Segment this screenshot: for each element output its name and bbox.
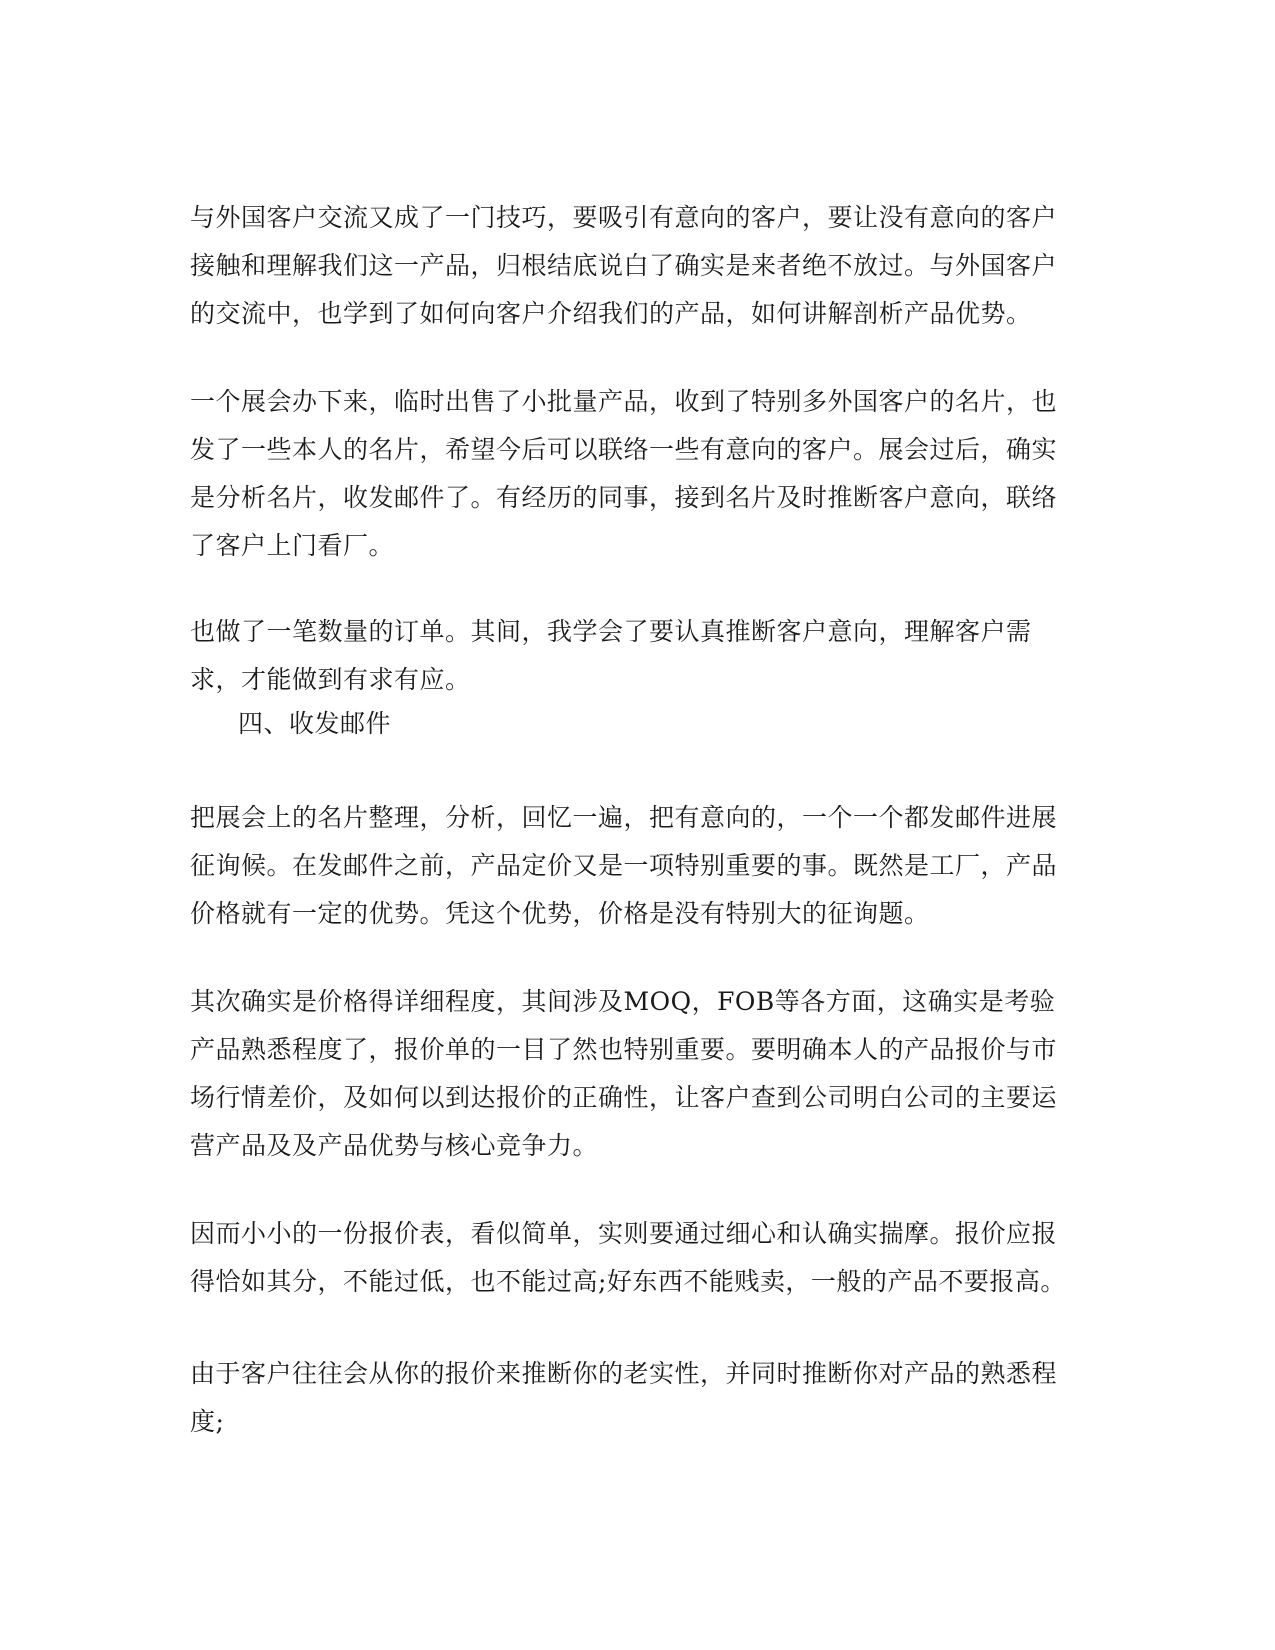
section-heading-email: 四、收发邮件 — [238, 709, 392, 738]
paragraph-foreign-customer-communication: 与外国客户交流又成了一门技巧，要吸引有意向的客户，要让没有意向的客户接触和理解我们这一产品，归根结底说白了确实是来者绝不放过。与外国客户的交流中，也学到了如何向客户介绍我们的产品，如何讲解剖析产品优势。 — [190, 203, 1058, 328]
paragraph-pricing-detail: 其次确实是价格得详细程度，其间涉及MOQ，FOB等各方面，这确实是考验产品熟悉程度了，报价单的一目了然也特别重要。要明确本人的产品报价与市场行情差价，及如何以到达报价的正确性，让客户查到公司明白公司的主要运营产品及及产品优势与核心竞争力。 — [190, 987, 1058, 1160]
paragraph-quotation-sheet: 因而小小的一份报价表，看似简单，实则要通过细心和认确实揣摩。报价应报得恰如其分，不能过低，也不能过高;好东西不能贱卖，一般的产品不要报高。 — [190, 1219, 1066, 1296]
paragraph-business-cards: 把展会上的名片整理，分析，回忆一遍，把有意向的，一个一个都发邮件进展征询候。在发邮件之前，产品定价又是一项特别重要的事。既然是工厂，产品价格就有一定的优势。凭这个优势，价格是没有特别大的征询题。 — [190, 803, 1058, 928]
paragraph-order: 也做了一笔数量的订单。其间，我学会了要认真推断客户意向，理解客户需求，才能做到有求有应。 — [190, 617, 1032, 694]
paragraph-exhibition-results: 一个展会办下来，临时出售了小批量产品，收到了特别多外国客户的名片，也发了一些本人的名片，希望今后可以联络一些有意向的客户。展会过后，确实是分析名片，收发邮件了。有经历的同事，接到名片及时推断客户意向，联络了客户上门看厂。 — [190, 387, 1058, 560]
paragraph-customer-judgment: 由于客户往往会从你的报价来推断你的老实性，并同时推断你对产品的熟悉程度; — [190, 1359, 1058, 1436]
